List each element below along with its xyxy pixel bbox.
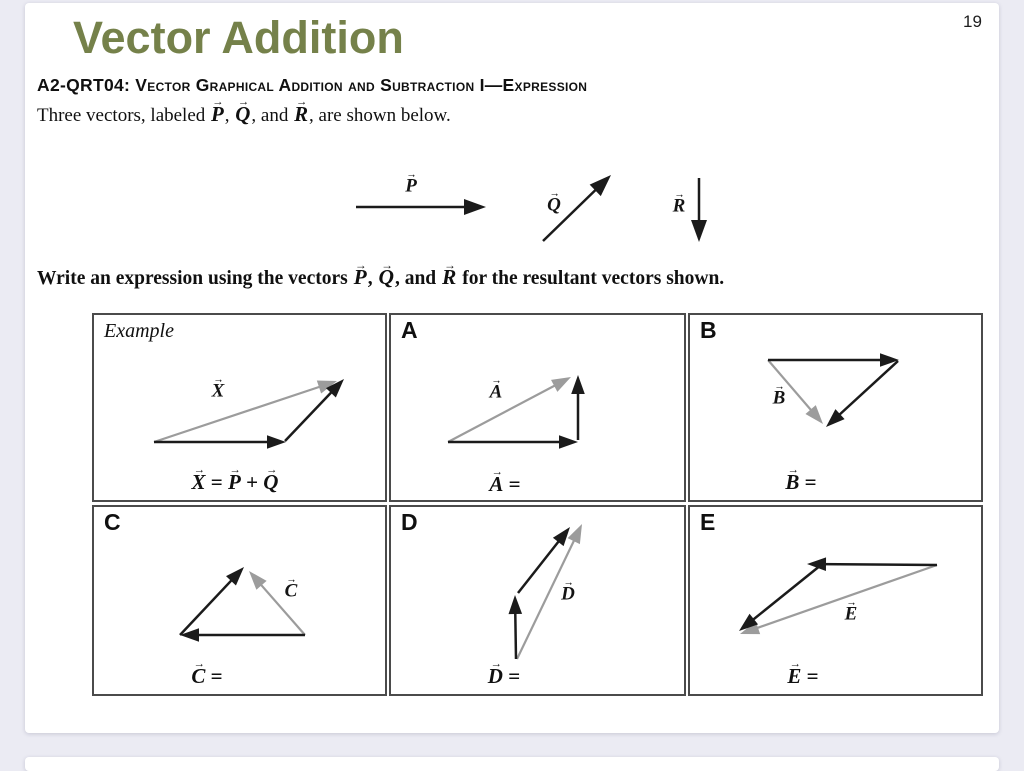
vector-symbol-Q: → Q [235,104,250,125]
vector-symbol-R: → R [294,104,308,125]
vector-arrow-R [571,375,585,440]
vector-arrow-P [356,199,486,215]
vector-label-E: → E [845,605,858,624]
instruction-post: for the resultant vectors shown. [457,268,725,289]
vector-arrow-P [768,353,899,367]
panel-c [92,505,387,696]
vector-symbol-Q: → Q [263,472,278,493]
vector-label-X: → X [212,382,225,401]
panel-label-c: C [104,509,121,535]
vector-symbol-A: → A [489,474,503,495]
vector-arrow-X [154,381,337,442]
vector-symbol-X: → X [192,472,206,493]
vector-symbol-C: → C [191,666,205,687]
panel-label-b: B [700,317,717,343]
given-vectors-figure [340,158,740,256]
intro-pre: Three vectors, labeled [37,105,211,126]
vector-arrow-Q [826,361,898,427]
panel-figure-b [690,315,981,500]
instruction-text [37,261,724,296]
vector-symbol-R: → R [442,267,456,288]
panel-label-e: E [700,509,716,535]
vector-arrow-P [448,435,578,449]
vector-label-P: → P [405,177,417,196]
intro-text [37,99,451,133]
vector-symbol-P: → P [228,472,241,493]
vector-arrow-P [807,557,937,571]
panel-figure-e [690,507,981,694]
vector-symbol-B: → B [785,472,799,493]
panel-answer-b: → B = [785,470,816,495]
panel-b [688,313,983,502]
panel-label-example: Example [104,320,174,342]
vector-label-C: → C [285,582,298,601]
worksheet-page-card [25,3,999,733]
vector-arrow-P [180,628,305,642]
vector-arrow-Q [180,567,244,635]
vector-arrow-E [740,565,937,634]
vector-symbol-D: → D [488,666,503,687]
vector-arrow-P [154,435,286,449]
instruction-pre: Write an expression using the vectors [37,268,353,289]
page-title: Vector Addition [73,12,404,63]
panel-answer-d: → D = [488,664,520,689]
panel-answer-e: → E = [787,664,818,689]
panel-figure-c [94,507,385,694]
panel-figure-d [391,507,684,694]
panel-d [389,505,686,696]
panel-a [389,313,686,502]
vector-label-Q: → Q [547,196,561,215]
panel-answer-example: → X = → P + → Q [192,470,279,495]
instruction-sep2: , and [394,268,442,289]
vector-label-A: → A [490,383,503,402]
vector-label-R: → R [673,197,686,216]
worksheet-heading: A2-QRT04: Vector Graphical Addition and Subtraction I—Expression [37,75,588,95]
vector-symbol-E: → E [787,666,801,687]
intro-post: , are shown below. [309,105,451,126]
panel-label-a: A [401,317,418,343]
vector-arrow-R [691,178,707,242]
page-number: 19 [963,12,982,31]
panel-figure-a [391,315,684,500]
intro-sep2: , and [251,105,294,126]
vector-symbol-Q: → Q [378,267,393,288]
vector-arrow-A [448,377,571,442]
instruction-sep1: , [367,268,378,289]
panel-example [92,313,387,502]
panel-e [688,505,983,696]
panel-answer-c: → C = [191,664,222,689]
panel-answer-a: → A = [489,472,520,497]
vector-label-D: → D [561,585,575,604]
intro-sep1: , [224,105,235,126]
vector-symbol-P: → P [211,104,224,125]
next-page-card [25,757,999,771]
vector-arrow-R [508,595,522,659]
vector-label-B: → B [773,389,786,408]
vector-symbol-P: → P [354,267,367,288]
panel-label-d: D [401,509,418,535]
